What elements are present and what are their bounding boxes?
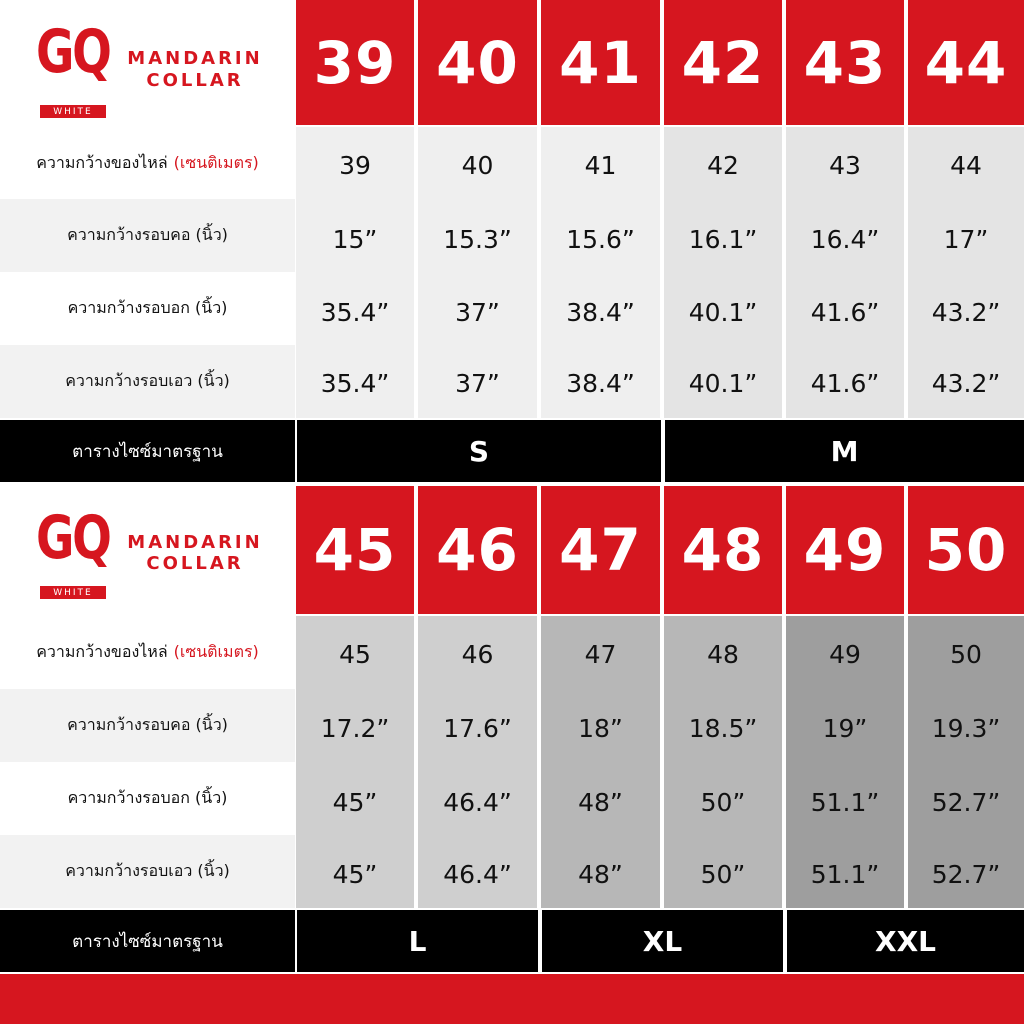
shoulder-value: 39: [339, 150, 371, 180]
row-label-chest: ความกว้างรอบอก (นิ้ว): [0, 272, 295, 345]
chest-value: 48”: [578, 788, 623, 817]
size-group-l: L: [297, 910, 538, 972]
shoulder-value: 43: [829, 150, 861, 180]
chest-value: 38.4”: [566, 298, 635, 327]
neck-value: 17.2”: [320, 714, 390, 743]
shoulder-value: 46: [461, 639, 494, 669]
waist-value: 41.6”: [810, 369, 880, 398]
waist-value: 43.2”: [931, 369, 1001, 398]
waist-value: 37”: [455, 369, 500, 398]
logo-gq: GQ: [36, 17, 110, 87]
row-label-waist: ความกว้างรอบเอว (นิ้ว): [0, 345, 295, 418]
row-label-waist: ความกว้างรอบเอว (นิ้ว): [0, 835, 295, 908]
size-column: [541, 616, 660, 908]
size-header: 39: [296, 0, 414, 125]
neck-value: 19”: [822, 714, 868, 743]
size-header: 49: [786, 486, 904, 614]
neck-value: 15.3”: [443, 225, 512, 254]
waist-value: 35.4”: [320, 369, 390, 398]
size-group-s: S: [297, 420, 661, 482]
logo-white-tag: WHITE: [40, 586, 106, 599]
footer-band: [0, 974, 1024, 1024]
size-header: 47: [541, 486, 660, 614]
neck-value: 18.5”: [688, 714, 758, 743]
size-column: [296, 127, 414, 418]
shoulder-label-text: ความกว้างของไหล่: [36, 642, 168, 661]
chest-value: 41.6”: [810, 298, 880, 327]
size-column: [908, 127, 1024, 418]
size-column: [541, 127, 660, 418]
shoulder-value: 40: [461, 150, 494, 180]
size-group-xl: XL: [542, 910, 783, 972]
size-header: 41: [541, 0, 660, 125]
size-column: [786, 127, 904, 418]
row-label-shoulder: [0, 616, 295, 689]
size-header: 50: [908, 486, 1024, 614]
shoulder-value: 48: [707, 639, 739, 669]
size-header: 44: [908, 0, 1024, 125]
shoulder-value: 42: [707, 150, 739, 180]
neck-value: 15”: [332, 225, 378, 254]
shoulder-value: 50: [950, 639, 982, 669]
waist-value: 45”: [332, 859, 378, 889]
waist-value: 48”: [578, 859, 623, 889]
size-header: 42: [664, 0, 782, 125]
logo-mandarin: MANDARIN: [127, 532, 263, 553]
size-column: [418, 127, 537, 418]
chest-value: 43.2”: [931, 298, 1001, 327]
chest-value: 46.4”: [443, 788, 512, 817]
size-group-xxl: XXL: [787, 910, 1024, 972]
size-header: 45: [296, 486, 414, 614]
row-label-shoulder: [0, 127, 295, 199]
row-label-chest: ความกว้างรอบอก (นิ้ว): [0, 762, 295, 835]
chest-value: 50”: [700, 788, 746, 817]
size-column: [908, 616, 1024, 908]
shoulder-label-unit: (เซนติเมตร): [173, 642, 259, 661]
chest-value: 45”: [332, 788, 378, 817]
size-header: 46: [418, 486, 537, 614]
logo-mandarin: MANDARIN: [127, 48, 263, 69]
neck-value: 17.6”: [443, 714, 512, 743]
size-column: [664, 616, 782, 908]
shoulder-label-unit: (เซนติเมตร): [173, 152, 259, 172]
neck-value: 16.1”: [688, 225, 758, 254]
brand-logo: [0, 0, 295, 125]
neck-value: 19.3”: [931, 714, 1001, 743]
waist-value: 51.1”: [810, 859, 880, 889]
logo-white-tag: WHITE: [40, 105, 106, 118]
logo-gq: GQ: [36, 503, 110, 573]
chest-value: 51.1”: [810, 788, 880, 817]
shoulder-value: 47: [584, 639, 617, 669]
shoulder-label-text: ความกว้างของไหล่: [36, 152, 168, 172]
chest-value: 52.7”: [931, 788, 1001, 817]
shoulder-value: 44: [950, 150, 982, 180]
waist-value: 38.4”: [566, 369, 635, 398]
size-group-m: M: [665, 420, 1024, 482]
waist-value: 46.4”: [443, 859, 512, 889]
size-header: 48: [664, 486, 782, 614]
size-column: [664, 127, 782, 418]
logo-collar: COLLAR: [146, 553, 244, 574]
row-label-neck: ความกว้างรอบคอ (นิ้ว): [0, 689, 295, 762]
neck-value: 18”: [578, 714, 623, 743]
shoulder-value: 45: [339, 639, 371, 669]
standard-size-label: ตารางไซซ์มาตรฐาน: [0, 420, 295, 482]
waist-value: 52.7”: [931, 859, 1001, 889]
neck-value: 15.6”: [566, 225, 635, 254]
size-column: [418, 616, 537, 908]
row-label-neck: ความกว้างรอบคอ (นิ้ว): [0, 199, 295, 272]
size-header: 40: [418, 0, 537, 125]
shoulder-value: 41: [584, 150, 617, 180]
brand-logo: [0, 486, 295, 614]
size-column: [296, 616, 414, 908]
size-column: [786, 616, 904, 908]
logo-collar: COLLAR: [146, 70, 244, 91]
neck-value: 17”: [943, 225, 989, 254]
waist-value: 50”: [700, 859, 746, 889]
neck-value: 16.4”: [810, 225, 880, 254]
chest-value: 37”: [455, 298, 500, 327]
chest-value: 40.1”: [688, 298, 758, 327]
size-header: 43: [786, 0, 904, 125]
standard-size-label: ตารางไซซ์มาตรฐาน: [0, 910, 295, 972]
chest-value: 35.4”: [320, 298, 390, 327]
shoulder-value: 49: [829, 639, 861, 669]
waist-value: 40.1”: [688, 369, 758, 398]
